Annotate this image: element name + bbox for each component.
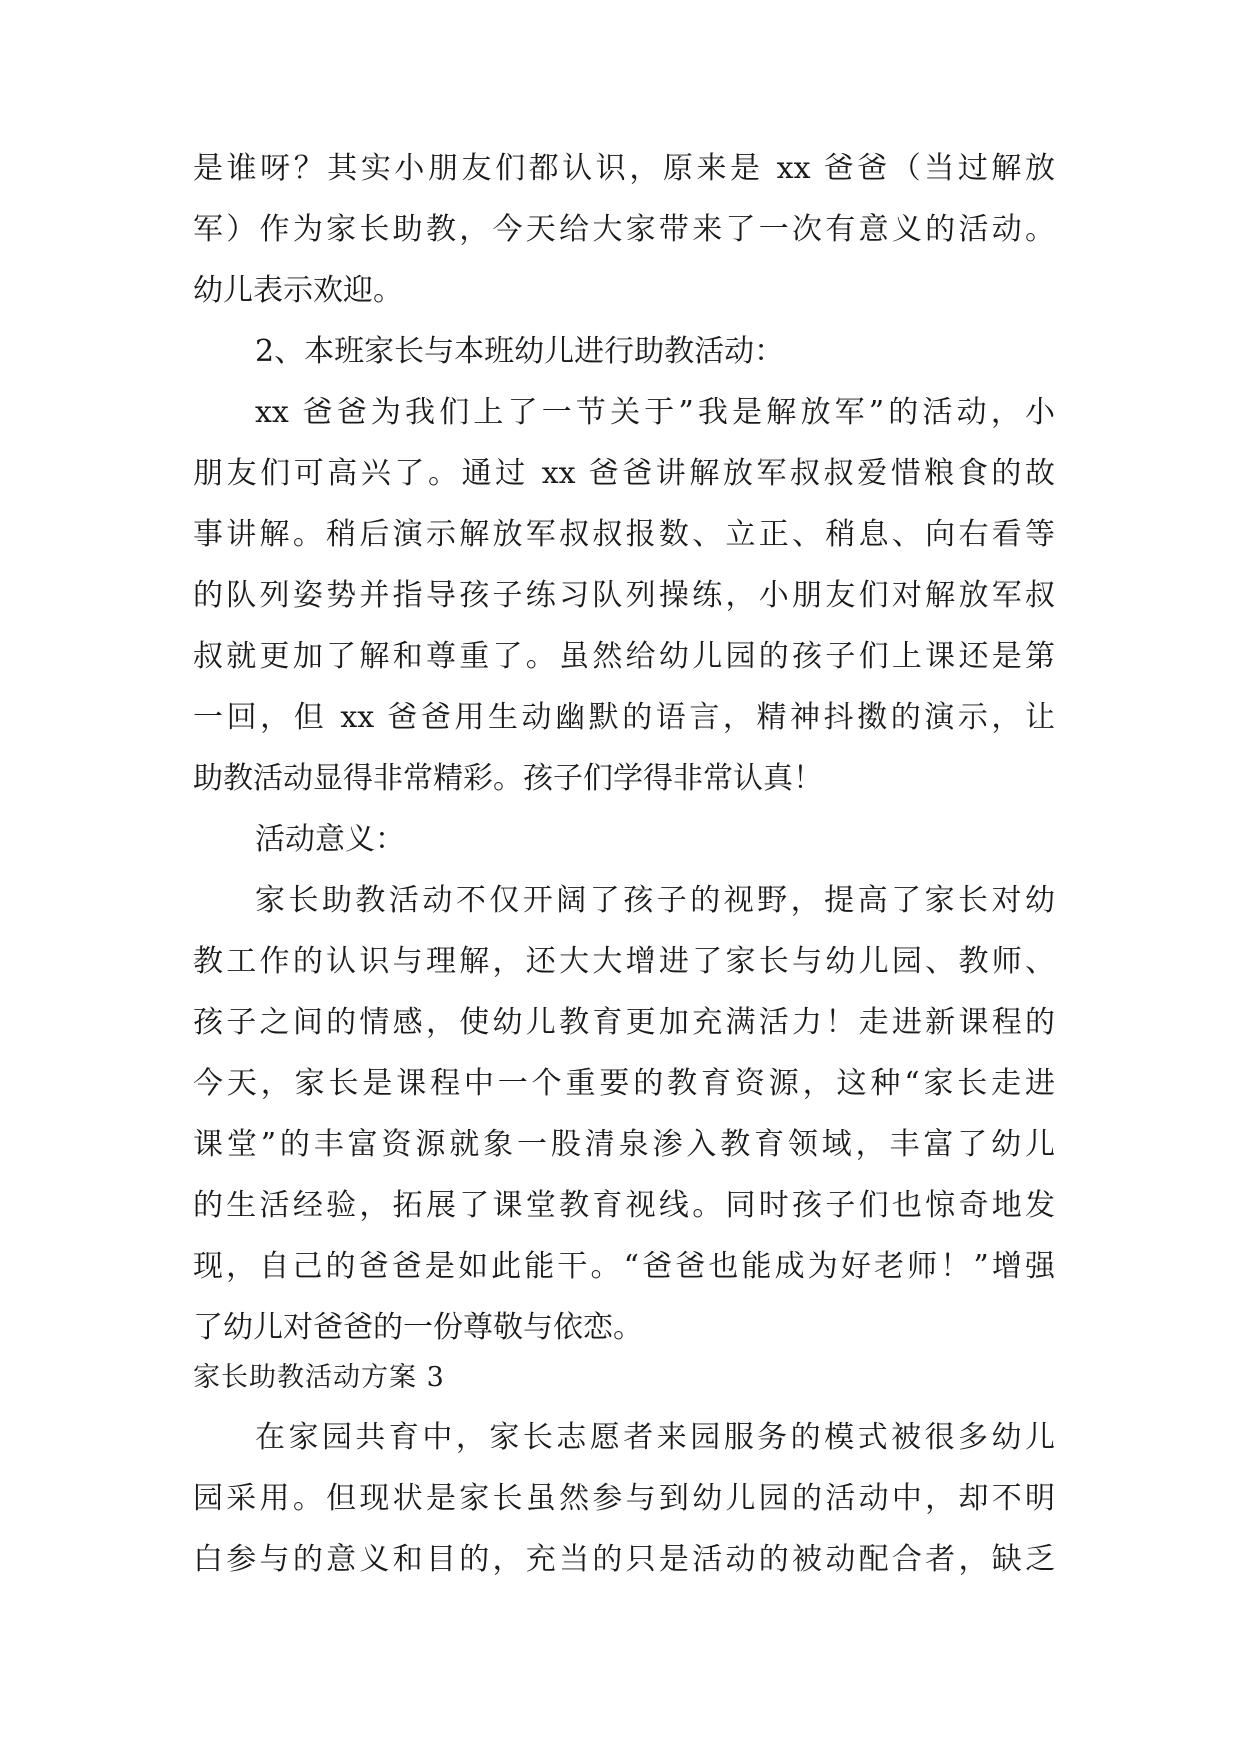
section-item-title: 2、本班家长与本班幼儿进行助教活动： [255,334,785,369]
paragraph-line: 园采用。但现状是家长虽然参与到幼儿园的活动中，却不明 [193,1481,1055,1516]
paragraph-line: 现，自己的爸爸是如此能干。“爸爸也能成为好老师！”增强 [193,1249,1055,1284]
paragraph-line: 课堂”的丰富资源就象一股清泉渗入教育领域，丰富了幼儿 [193,1127,1055,1162]
section-heading: 家长助教活动方案 3 [193,1362,445,1393]
paragraph-line: 的队列姿势并指导孩子练习队列操练，小朋友们对解放军叔 [193,578,1055,613]
paragraph-line: 朋友们可高兴了。通过 xx 爸爸讲解放军叔叔爱惜粮食的故 [193,456,1055,491]
paragraph-line: 的生活经验，拓展了课堂教育视线。同时孩子们也惊奇地发 [193,1188,1055,1223]
paragraph-line: 白参与的意义和目的，充当的只是活动的被动配合者，缺乏 [193,1542,1055,1577]
subsection-title: 活动意义： [255,822,405,857]
paragraph-line: 幼儿表示欢迎。 [193,273,403,308]
paragraph-line: 军）作为家长助教，今天给大家带来了一次有意义的活动。 [193,212,1055,247]
paragraph-line: 了幼儿对爸爸的一份尊敬与依恋。 [193,1310,643,1345]
paragraph-line: 事讲解。稍后演示解放军叔叔报数、立正、稍息、向右看等 [193,517,1055,552]
paragraph-line: 一回，但 xx 爸爸用生动幽默的语言，精神抖擞的演示，让 [193,700,1055,735]
paragraph-line: 在家园共育中，家长志愿者来园服务的模式被很多幼儿 [255,1420,1055,1455]
paragraph-line: 助教活动显得非常精彩。孩子们学得非常认真！ [193,761,823,796]
paragraph-line: 今天，家长是课程中一个重要的教育资源，这种“家长走进 [193,1066,1055,1101]
paragraph-line: 叔就更加了解和尊重了。虽然给幼儿园的孩子们上课还是第 [193,639,1055,674]
paragraph-line: 是谁呀？其实小朋友们都认识，原来是 xx 爸爸（当过解放 [193,151,1055,186]
paragraph-line: 家长助教活动不仅开阔了孩子的视野，提高了家长对幼 [255,883,1055,918]
paragraph-line: 教工作的认识与理解，还大大增进了家长与幼儿园、教师、 [193,944,1055,979]
paragraph-line: 孩子之间的情感，使幼儿教育更加充满活力！走进新课程的 [193,1005,1055,1040]
paragraph-line: xx 爸爸为我们上了一节关于”我是解放军”的活动，小 [255,395,1055,430]
